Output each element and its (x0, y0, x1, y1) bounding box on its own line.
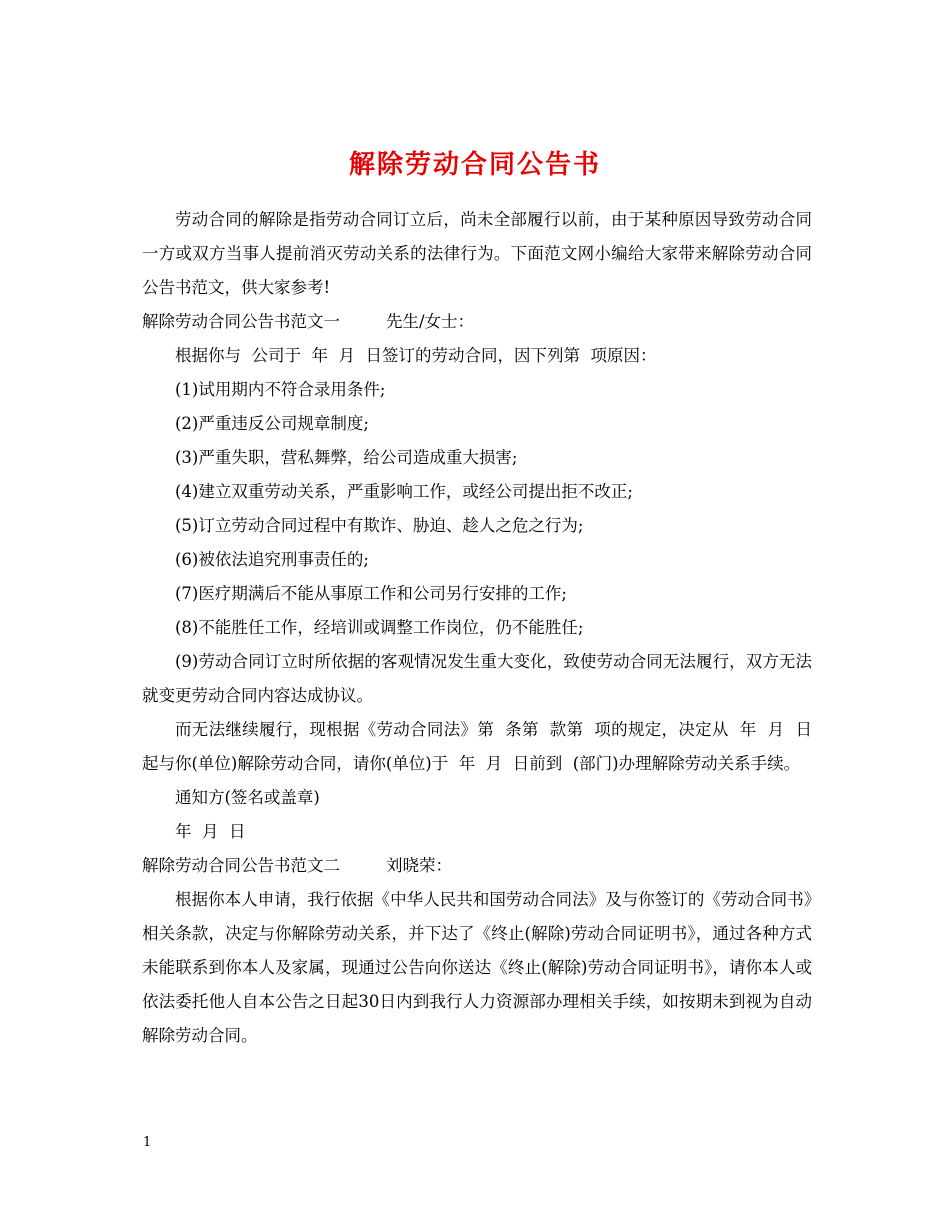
reason-item-2: (2)严重违反公司规章制度; (175, 414, 369, 433)
sample-one-lead: 根据你与 公司于 年 月 日签订的劳动合同，因下列第 项原因： (175, 346, 657, 365)
sample-two-salutation: 刘晓荣： (386, 856, 452, 875)
reason-item-9: (9)劳动合同订立时所依据的客观情况发生重大变化，致使劳动合同无法履行，双方无法就变更劳动合同内容达成协议。 (142, 652, 812, 705)
sample-one-heading-line (142, 305, 812, 339)
intro-paragraph: 劳动合同的解除是指劳动合同订立后，尚未全部履行以前，由于某种原因导致劳动合同一方或双方当事人提前消灭劳动关系的法律行为。下面范文网小编给大家带来解除劳动合同公告书范文，供大家参考! (142, 210, 812, 297)
sample-one-decision: 而无法继续履行，现根据《劳动合同法》第 条第 款第 项的规定，决定从 年 月 日起与你(单位)解除劳动合同，请你(单位)于 年 月 日前到 (部门)办理解除劳动关系手续。 (142, 720, 812, 773)
sample-two-body: 根据你本人申请，我行依据《中华人民共和国劳动合同法》及与你签订的《劳动合同书》相关条款，决定与你解除劳动关系，并下达了《终止(解除)劳动合同证明书》，通过各种方式未能联系到你本人及家属，现通过公告向你送达《终止(解除)劳动合同证明书》，请你本人或依法委托他人自本公告之日起30日内到我行人力资源部办理相关手续，如按期未到视为自动解除劳动合同。 (142, 890, 812, 1045)
sample-one-salutation: 先生/女士： (386, 312, 475, 331)
page-number: 1 (143, 1135, 152, 1150)
reason-item-5: (5)订立劳动合同过程中有欺诈、胁迫、趁人之危之行为; (175, 516, 584, 535)
reason-item-7: (7)医疗期满后不能从事原工作和公司另行安排的工作; (175, 584, 567, 603)
sample-two-heading-line (142, 849, 812, 883)
document-title: 解除劳动合同公告书 (348, 150, 601, 181)
sample-one-date: 年 月 日 (175, 822, 246, 841)
sample-two-heading: 解除劳动合同公告书范文二 (142, 856, 340, 875)
reason-item-6: (6)被依法追究刑事责任的; (175, 550, 369, 569)
document-body (142, 203, 812, 1053)
reason-item-8: (8)不能胜任工作，经培训或调整工作岗位，仍不能胜任; (175, 618, 584, 637)
reason-item-4: (4)建立双重劳动关系，严重影响工作，或经公司提出拒不改正; (175, 482, 633, 501)
sample-one-heading: 解除劳动合同公告书范文一 (142, 312, 340, 331)
sample-one-signature: 通知方(签名或盖章) (175, 788, 320, 807)
reason-item-3: (3)严重失职，营私舞弊，给公司造成重大损害; (175, 448, 518, 467)
reason-item-1: (1)试用期内不符合录用条件; (175, 380, 386, 399)
